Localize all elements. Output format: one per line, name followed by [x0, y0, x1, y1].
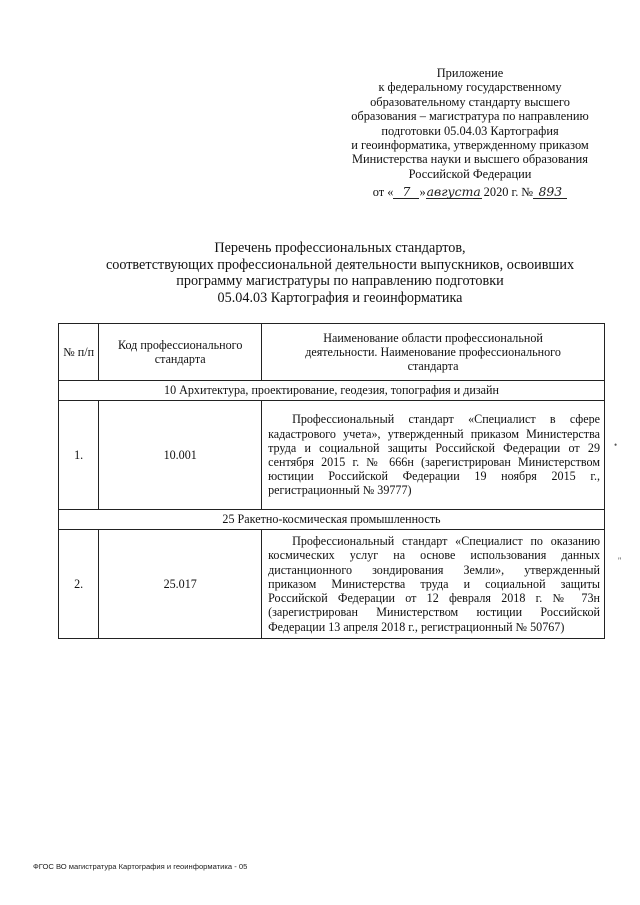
- appendix-line: к федеральному государственному: [378, 80, 562, 95]
- appendix-header: [330, 66, 610, 200]
- table-row: [59, 401, 605, 510]
- section-row: [59, 381, 605, 401]
- table-row: [59, 530, 605, 639]
- section-row: [59, 510, 605, 530]
- order-year-label: 2020 г. №: [483, 185, 534, 200]
- order-number-handwritten: 893: [533, 185, 567, 199]
- title-line: соответствующих профессиональной деятельности выпускников, освоивших: [105, 256, 575, 273]
- header-code: Код профессионального стандарта: [99, 324, 262, 381]
- table-header-row: [59, 324, 605, 381]
- appendix-line: Российской Федерации: [408, 166, 532, 181]
- appendix-line: подготовки 05.04.03 Картография: [381, 123, 559, 138]
- appendix-line: образовательному стандарту высшего: [370, 94, 570, 109]
- scan-speck: •: [614, 440, 618, 450]
- order-date-line: [330, 185, 610, 199]
- appendix-line: образования – магистратура по направлению: [351, 109, 589, 124]
- order-from-label: от «: [372, 185, 394, 200]
- title-line: 05.04.03 Картография и геоинформатика: [217, 289, 463, 306]
- row-description: Профессиональный стандарт «Специалист в сфере кадастрового учета», утвержденный приказом Министерства труда и социальной защиты Российской Федерации от 29 сентября 2015 г. № 666н (зарегистрирован Министерством юстиции Российской Федерации 19 ноября 2015 г., регистрационный № 39777): [262, 401, 605, 510]
- scan-speck: '': [618, 556, 622, 566]
- row-number: 2.: [59, 530, 99, 639]
- order-day-handwritten: 7: [393, 185, 419, 199]
- row-code: 10.001: [99, 401, 262, 510]
- section-title: 25 Ракетно-космическая промышленность: [59, 510, 605, 530]
- section-title: 10 Архитектура, проектирование, геодезия, топография и дизайн: [59, 381, 605, 401]
- order-quote-close: »: [419, 185, 426, 200]
- document-title: [40, 240, 640, 306]
- appendix-line: Приложение: [436, 66, 504, 80]
- appendix-line: и геоинформатика, утвержденному приказом: [351, 138, 589, 153]
- row-description: Профессиональный стандарт «Специалист по оказанию космических услуг на основе использования данных дистанционного зондирования Земли», утвержденный приказом Министерства труда и социальной защиты Российской Федерации от 12 февраля 2018 г. № 73н (зарегистрирован Министерством юстиции Российской Федерации 13 апреля 2018 г., регистрационный № 50767): [262, 530, 605, 639]
- order-month-handwritten: августа: [426, 184, 481, 200]
- title-line: программу магистратуры по направлению подготовки: [176, 273, 504, 290]
- standards-table: [58, 323, 605, 639]
- header-number: № п/п: [59, 324, 99, 381]
- page-footer: ФГОС ВО магистратура Картография и геоинформатика - 05: [33, 862, 248, 871]
- appendix-line: Министерства науки и высшего образования: [351, 152, 589, 167]
- row-number: 1.: [59, 401, 99, 510]
- row-code: 25.017: [99, 530, 262, 639]
- header-name: Наименование области профессиональной деятельности. Наименование профессионального стандарта: [262, 324, 605, 381]
- title-line: Перечень профессиональных стандартов,: [214, 240, 466, 256]
